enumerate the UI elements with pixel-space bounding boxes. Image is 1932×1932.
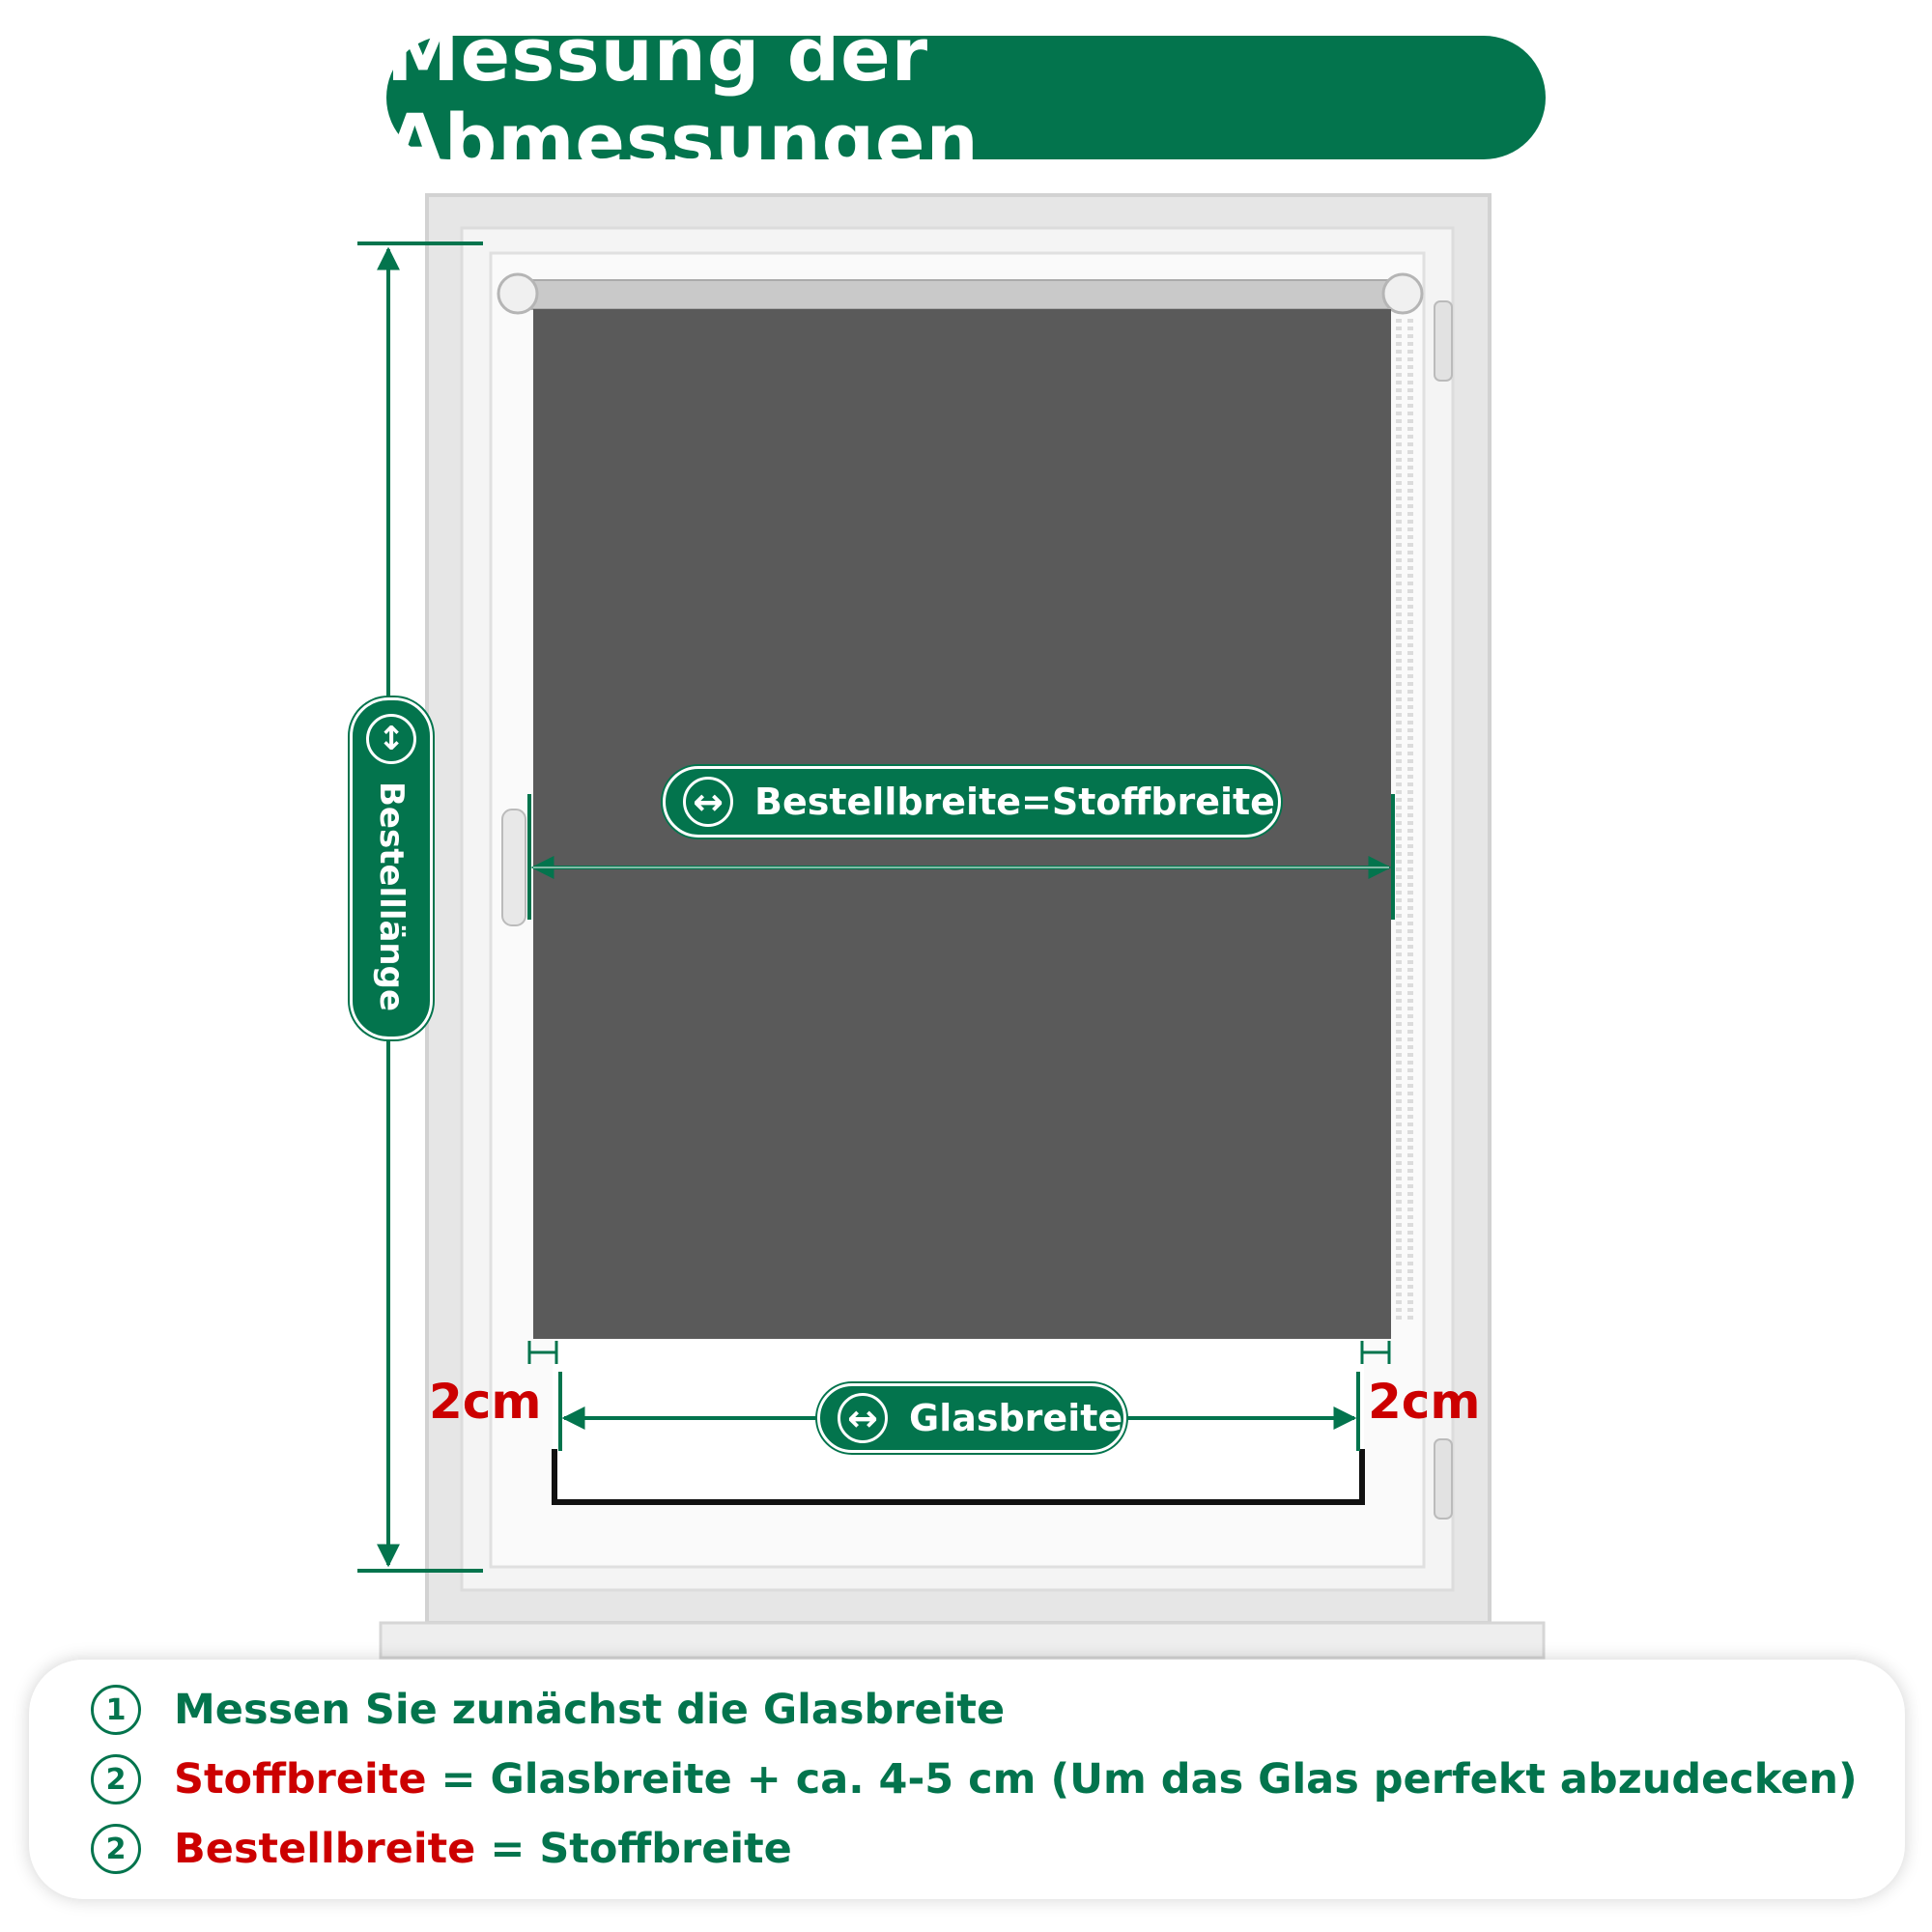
step-number: 2 bbox=[91, 1824, 141, 1874]
step-text: = Glasbreite + ca. 4-5 cm (Um das Glas perfekt abzudecken) bbox=[426, 1755, 1858, 1804]
step-number: 2 bbox=[91, 1754, 141, 1804]
hinge-top bbox=[1435, 301, 1452, 381]
step-text: = Stoffbreite bbox=[475, 1825, 792, 1873]
horizontal-arrows-icon: ↔ bbox=[683, 777, 733, 827]
margin-right-label: 2cm bbox=[1368, 1374, 1481, 1430]
left-bracket bbox=[498, 274, 537, 313]
step-2 bbox=[91, 1754, 1858, 1804]
order-width-label: ↔ Bestellbreite=Stoffbreite bbox=[663, 766, 1281, 838]
roller-tube bbox=[522, 280, 1406, 309]
window-handle bbox=[502, 810, 526, 925]
glass-width-label: ↔ Glasbreite bbox=[817, 1383, 1126, 1453]
instructions-box bbox=[29, 1660, 1905, 1899]
window-sill bbox=[381, 1623, 1544, 1658]
right-bracket bbox=[1383, 274, 1422, 313]
vertical-arrows-icon: ↕ bbox=[366, 714, 416, 764]
margin-left-label: 2cm bbox=[429, 1374, 542, 1430]
order-length-label: ↕ Bestelllänge bbox=[350, 697, 433, 1039]
step-highlight: Bestellbreite bbox=[174, 1825, 476, 1873]
step-3 bbox=[91, 1824, 792, 1874]
step-highlight: Stoffbreite bbox=[174, 1755, 427, 1804]
step-text: Messen Sie zunächst die Glasbreite bbox=[174, 1686, 1006, 1734]
page-title: Messung der Abmessungen bbox=[386, 36, 1546, 159]
hinge-bottom bbox=[1435, 1439, 1452, 1519]
step-number: 1 bbox=[91, 1685, 141, 1735]
step-1 bbox=[91, 1685, 1005, 1735]
horizontal-arrows-icon: ↔ bbox=[838, 1393, 888, 1443]
